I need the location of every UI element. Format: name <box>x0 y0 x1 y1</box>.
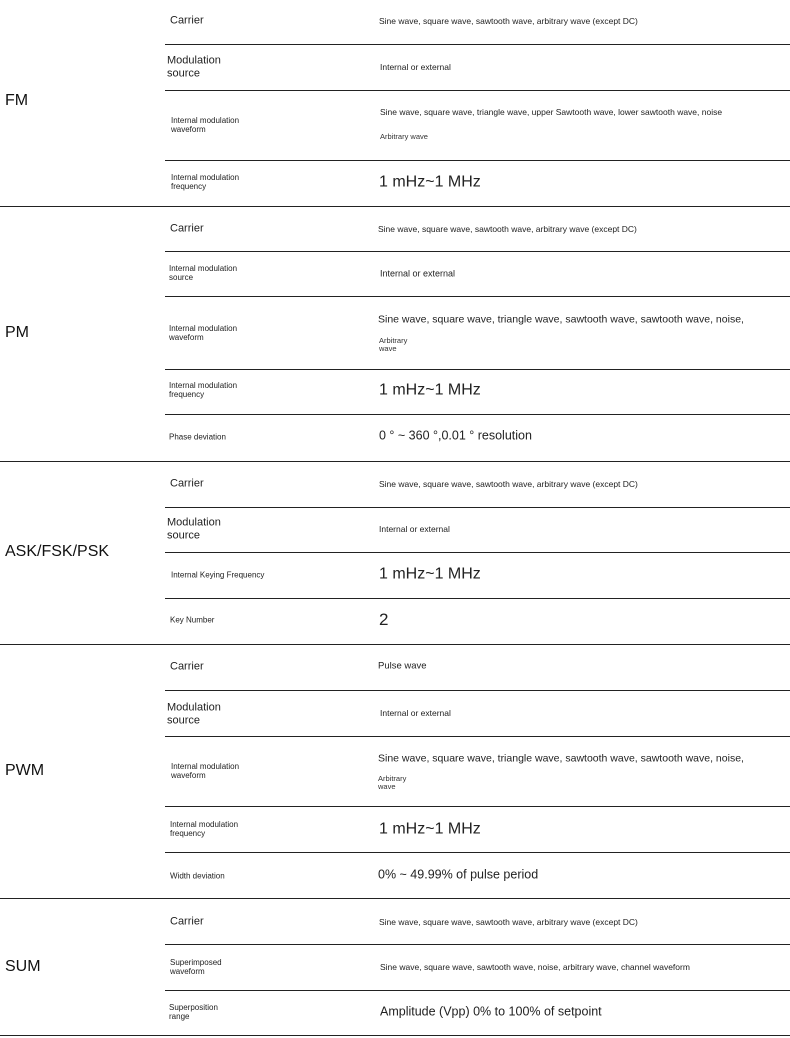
param-value: Internal or external <box>380 61 451 72</box>
param-label: Internal modulation frequency <box>170 819 239 838</box>
section-title-fm: FM <box>5 92 29 109</box>
param-value: Amplitude (Vpp) 0% to 100% of setpoint <box>380 1004 602 1019</box>
row-divider <box>165 44 790 45</box>
param-label: Carrier <box>170 14 204 27</box>
param-note: Arbitrary wave <box>378 774 407 792</box>
param-value: 1 mHz~1 MHz <box>379 173 481 191</box>
param-value: Internal or external <box>380 707 451 718</box>
param-label: Internal modulation frequency <box>171 172 240 191</box>
param-value: 2 <box>379 609 389 629</box>
row-divider <box>165 852 790 853</box>
section-divider <box>0 1035 790 1036</box>
param-label: Carrier <box>170 222 204 235</box>
section-divider <box>0 206 790 207</box>
section-title-pwm: PWM <box>5 762 45 779</box>
param-label: Internal modulation waveform <box>169 323 238 342</box>
param-label: Width deviation <box>170 871 225 881</box>
param-label: Superposition range <box>169 1002 218 1021</box>
section-title-ask-fsk-psk: ASK/FSK/PSK <box>5 543 110 560</box>
param-value: 1 mHz~1 MHz <box>379 565 481 583</box>
param-note: Arbitrary wave <box>380 132 428 141</box>
param-value: 1 mHz~1 MHz <box>379 820 481 838</box>
row-divider <box>165 806 790 807</box>
row-divider <box>165 90 790 91</box>
param-label: Superimposed waveform <box>170 957 222 976</box>
row-divider <box>165 296 790 297</box>
param-value: Sine wave, square wave, sawtooth wave, arbitrary wave (except DC) <box>378 223 637 234</box>
param-label: Carrier <box>170 915 204 928</box>
row-divider <box>165 736 790 737</box>
param-value: Sine wave, square wave, sawtooth wave, arbitrary wave (except DC) <box>379 916 638 927</box>
param-label: Internal modulation frequency <box>169 380 238 399</box>
row-divider <box>165 507 790 508</box>
section-divider <box>0 461 790 462</box>
param-label: Internal Keying Frequency <box>171 570 265 580</box>
param-value: Pulse wave <box>378 660 427 672</box>
param-value: Internal or external <box>380 268 456 279</box>
param-value: Sine wave, square wave, sawtooth wave, arbitrary wave (except DC) <box>379 15 638 26</box>
row-divider <box>165 944 790 945</box>
param-label: Carrier <box>170 660 204 673</box>
param-label: Carrier <box>170 477 204 490</box>
param-label: Key Number <box>170 615 215 625</box>
param-value: 1 mHz~1 MHz <box>379 381 481 399</box>
param-value: Sine wave, square wave, sawtooth wave, arbitrary wave (except DC) <box>379 478 638 489</box>
param-label: Internal modulation waveform <box>171 761 240 780</box>
row-divider <box>165 598 790 599</box>
param-label: Modulation source <box>167 54 221 79</box>
row-divider <box>165 251 790 252</box>
param-label: Phase deviation <box>169 432 226 442</box>
param-value: Internal or external <box>379 523 450 534</box>
param-label: Modulation source <box>167 701 221 726</box>
param-value: Sine wave, square wave, triangle wave, sawtooth wave, sawtooth wave, noise, <box>378 752 744 765</box>
row-divider <box>165 369 790 370</box>
param-value: 0% ~ 49.99% of pulse period <box>378 867 539 882</box>
row-divider <box>165 414 790 415</box>
param-label: Modulation source <box>167 516 221 541</box>
section-title-pm: PM <box>5 324 29 341</box>
row-divider <box>165 690 790 691</box>
section-divider <box>0 898 790 899</box>
param-value: Sine wave, square wave, triangle wave, sawtooth wave, sawtooth wave, noise, <box>378 313 744 326</box>
section-divider <box>0 644 790 645</box>
param-label: Internal modulation waveform <box>171 115 240 134</box>
param-value: 0 ° ~ 360 °,0.01 ° resolution <box>379 428 532 443</box>
section-title-sum: SUM <box>5 958 41 975</box>
param-value: Sine wave, square wave, triangle wave, upper Sawtooth wave, lower sawtooth wave, noise <box>380 106 723 117</box>
param-value: Sine wave, square wave, sawtooth wave, noise, arbitrary wave, channel waveform <box>380 961 690 972</box>
param-label: Internal modulation source <box>169 263 238 282</box>
param-note: Arbitrary wave <box>379 336 408 354</box>
row-divider <box>165 990 790 991</box>
row-divider <box>165 160 790 161</box>
row-divider <box>165 552 790 553</box>
